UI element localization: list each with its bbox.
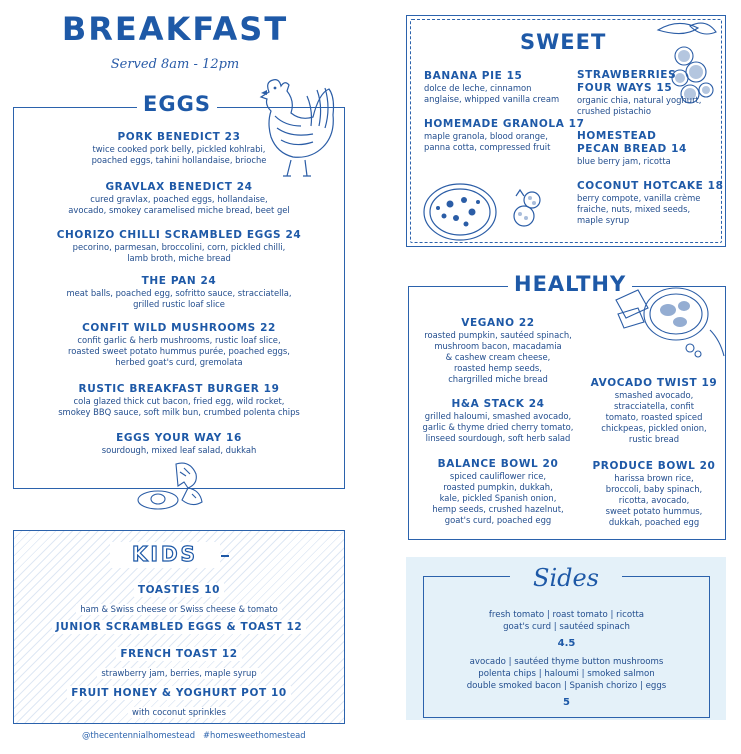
item-name: VEGANO 22	[461, 317, 535, 329]
item-name: FRENCH TOAST 12	[116, 647, 241, 661]
item-desc: cured gravlax, poached eggs, hollandaise, avocado, smokey caramelised miche bread, beet gel	[68, 194, 290, 215]
menu-item	[20, 615, 338, 634]
sides-line: goat's curd | sautéed spinach	[503, 622, 630, 632]
service-hours: Served 8am - 12pm	[110, 57, 240, 72]
sides-line: avocado | sautéed thyme button mushrooms	[469, 657, 664, 667]
item-desc: cola glazed thick cut bacon, fried egg, wild rocket, smokey BBQ sauce, soft milk bun, crumbed polenta chips	[58, 396, 300, 417]
item-name: BANANA PIE 15	[424, 70, 523, 82]
eggs-heading: EGGS	[137, 92, 217, 116]
healthy-heading: HEALTHY	[508, 272, 632, 296]
menu-item	[412, 316, 584, 385]
item-name: HOMESTEAD PECAN BREAD 14	[577, 130, 687, 155]
item-desc: pecorino, parmesan, broccolini, corn, pickled chilli, lamb broth, miche bread	[72, 242, 286, 263]
item-desc: organic chia, natural yoghurt, crushed pistachio	[577, 95, 702, 116]
menu-item	[20, 578, 338, 616]
menu-item	[424, 117, 585, 153]
sides-price: 4.5	[557, 638, 576, 649]
menu-item	[20, 642, 338, 680]
menu-item	[20, 321, 338, 368]
menu-item	[577, 179, 722, 226]
eggs-icon	[132, 458, 212, 518]
item-desc: blue berry jam, ricotta	[577, 156, 671, 166]
menu-item	[577, 69, 722, 117]
item-desc: strawberry jam, berries, maple syrup	[97, 668, 260, 679]
item-name: FRUIT HONEY & YOGHURT POT 10	[67, 686, 291, 700]
item-name: H&A STACK 24	[451, 398, 545, 410]
item-name: AVOCADO TWIST 19	[590, 377, 718, 389]
item-desc: harissa brown rice, broccoli, baby spinach, ricotta, avocado, sweet potato hummus, dukkah, poached egg	[605, 473, 703, 527]
menu-item	[20, 228, 338, 264]
menu-item	[577, 130, 722, 167]
item-desc: with coconut sprinkles	[128, 707, 230, 718]
sides-price: 5	[563, 697, 570, 708]
sides-line: double smoked bacon | Spanish chorizo | eggs	[466, 681, 667, 691]
granola-bowl-icon	[420, 172, 550, 242]
item-desc: twice cooked pork belly, pickled kohlrabi, poached eggs, tahini hollandaise, brioche	[91, 144, 267, 165]
item-desc: meat balls, poached egg, sofritto sauce, stracciatella, grilled rustic loaf slice	[66, 288, 292, 309]
item-name: JUNIOR SCRAMBLED EGGS & TOAST 12	[52, 620, 307, 634]
item-desc: berry compote, vanilla crème fraiche, nuts, mixed seeds, maple syrup	[577, 193, 701, 225]
item-desc: maple granola, blood orange, panna cotta, compressed fruit	[424, 131, 551, 152]
menu-item	[585, 376, 723, 445]
item-name: TOASTIES 10	[134, 583, 224, 597]
item-name: HOMEMADE GRANOLA 17	[424, 118, 585, 130]
item-desc: confit garlic & herb mushrooms, rustic loaf slice, roasted sweet potato hummus purée, poached eggs, herbed goat's curd, gremolata	[68, 335, 290, 367]
sides-line: polenta chips | haloumi | smoked salmon	[478, 669, 655, 679]
menu-item	[20, 180, 338, 216]
item-name: STRAWBERRIES FOUR WAYS 15	[577, 69, 677, 94]
menu-item	[20, 681, 338, 719]
item-desc: grilled haloumi, smashed avocado, garlic & thyme dried cherry tomato, linseed sourdough, soft herb salad	[422, 411, 574, 443]
item-desc: dolce de leche, cinnamon anglaise, whipped vanilla cream	[424, 83, 560, 104]
footer-social: @thecentennialhomestead #homesweethomestead	[82, 730, 306, 740]
menu-item	[20, 431, 338, 456]
menu-item	[20, 130, 338, 166]
kids-heading: KIDS	[110, 542, 220, 568]
sides-heading: Sides	[510, 564, 622, 592]
menu-item	[412, 397, 584, 444]
item-name: COCONUT HOTCAKE 18	[577, 180, 724, 192]
item-name: RUSTIC BREAKFAST BURGER 19	[78, 383, 280, 395]
page-title: BREAKFAST	[61, 10, 289, 48]
item-name: THE PAN 24	[141, 275, 217, 287]
item-name: PORK BENEDICT 23	[117, 131, 241, 143]
menu-item	[20, 382, 338, 418]
item-name: EGGS YOUR WAY 16	[116, 432, 242, 444]
sweet-heading: SWEET	[520, 30, 607, 54]
item-desc: sourdough, mixed leaf salad, dukkah	[101, 445, 257, 455]
item-desc: roasted pumpkin, sautéed spinach, mushroom bacon, macadamia & cashew cream cheese, roasted hemp seeds, chargrilled miche bread	[424, 330, 572, 384]
item-name: CHORIZO CHILLI SCRAMBLED EGGS 24	[56, 229, 302, 241]
item-name: CONFIT WILD MUSHROOMS 22	[82, 322, 276, 334]
menu-item	[412, 457, 584, 526]
sides-line: fresh tomato | roast tomato | ricotta	[488, 610, 645, 620]
healthy-board-icon	[610, 270, 728, 368]
menu-item	[585, 459, 723, 528]
menu-item	[20, 274, 338, 310]
item-desc: smashed avocado, stracciatella, confit tomato, roasted spiced chickpeas, pickled onion, rustic bread	[601, 390, 707, 444]
item-desc: ham & Swiss cheese or Swiss cheese & tomato	[76, 604, 282, 615]
menu-item	[424, 69, 574, 105]
item-name: PRODUCE BOWL 20	[592, 460, 716, 472]
item-name: BALANCE BOWL 20	[437, 458, 559, 470]
item-name: GRAVLAX BENEDICT 24	[105, 181, 253, 193]
item-desc: spiced cauliflower rice, roasted pumpkin, dukkah, kale, pickled Spanish onion, hemp seeds, crushed hazelnut, goat's curd, poached egg	[432, 471, 564, 525]
kids-heading-dash-right	[221, 555, 229, 557]
